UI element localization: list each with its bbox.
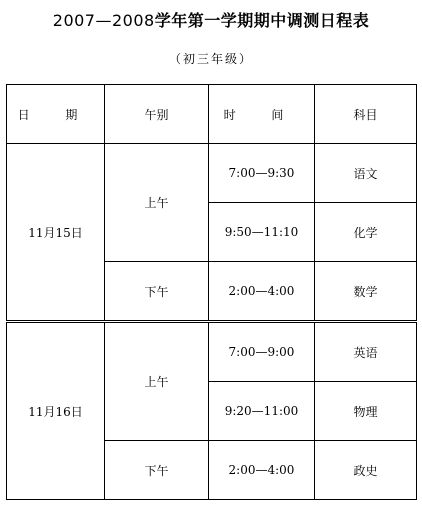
period-cell: 下午 <box>105 262 209 322</box>
subject-cell: 政史 <box>315 441 417 500</box>
header-date: 日 期 <box>7 85 105 144</box>
title-years: 2007—2008 <box>52 11 155 30</box>
time-cell: 7:00—9:00 <box>209 322 315 382</box>
page-subtitle: （初三年级） <box>168 52 253 66</box>
period-cell: 上午 <box>105 144 209 262</box>
table-row <box>7 144 417 203</box>
table-row <box>7 322 417 382</box>
subject-cell: 物理 <box>315 382 417 441</box>
subject-cell: 数学 <box>315 262 417 322</box>
time-cell: 2:00—4:00 <box>209 262 315 322</box>
exam-schedule-table <box>6 84 417 500</box>
table-header-row <box>7 85 417 144</box>
period-cell: 下午 <box>105 441 209 500</box>
header-period: 午别 <box>105 85 209 144</box>
time-cell: 9:20—11:00 <box>209 382 315 441</box>
time-cell: 9:50—11:10 <box>209 203 315 262</box>
period-cell: 上午 <box>105 322 209 441</box>
time-cell: 7:00—9:30 <box>209 144 315 203</box>
header-time: 时 间 <box>209 85 315 144</box>
title-text: 学年第一学期期中调测日程表 <box>154 11 370 30</box>
subject-cell: 化学 <box>315 203 417 262</box>
time-cell: 2:00—4:00 <box>209 441 315 500</box>
subject-cell: 语文 <box>315 144 417 203</box>
subject-cell: 英语 <box>315 322 417 382</box>
date-cell: 11月16日 <box>7 322 105 500</box>
header-subject: 科目 <box>315 85 417 144</box>
page-title <box>0 8 422 31</box>
date-cell: 11月15日 <box>7 144 105 322</box>
